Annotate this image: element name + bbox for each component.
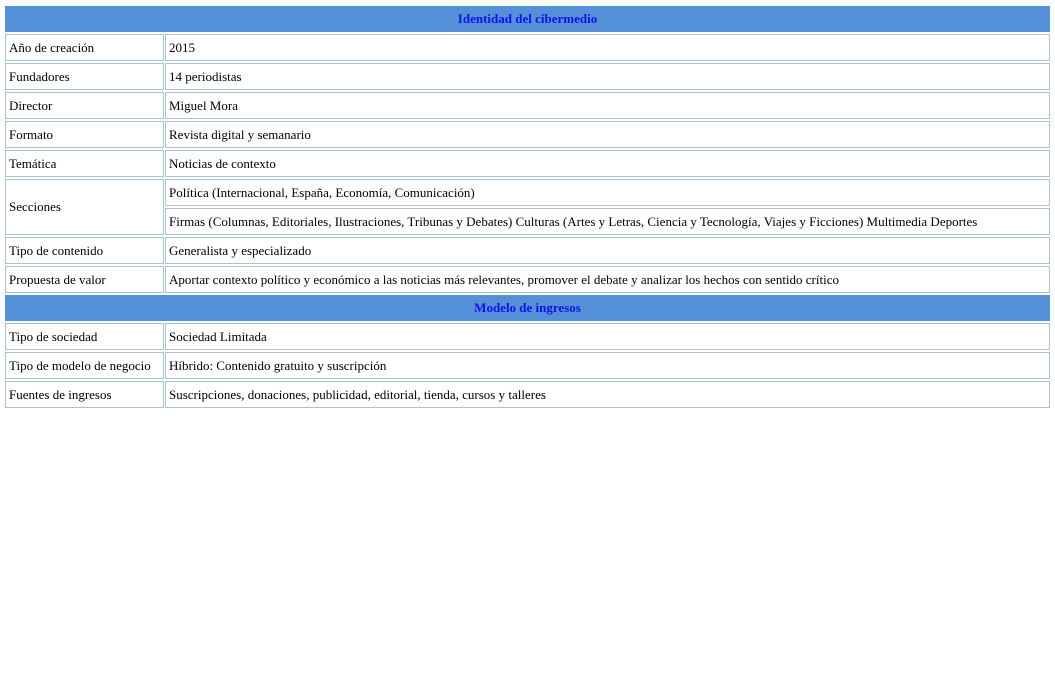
table-row: [5, 381, 1050, 408]
row-label: Tipo de sociedad: [5, 323, 164, 350]
row-label: Secciones: [5, 179, 164, 235]
section-header-revenue: [5, 295, 1050, 321]
row-value: Noticias de contexto: [165, 150, 1050, 177]
row-value: 14 periodistas: [165, 63, 1050, 90]
table-row: [5, 352, 1050, 379]
table-row: [5, 150, 1050, 177]
row-label: Formato: [5, 121, 164, 148]
section-title: Modelo de ingresos: [5, 295, 1050, 321]
secciones-line: Firmas (Columnas, Editoriales, Ilustraciones, Tribunas y Debates) Culturas (Artes y Letras, Ciencia y Tecnología, Viajes y Ficciones) Multimedia Deportes: [165, 208, 1050, 235]
row-label: Propuesta de valor: [5, 266, 164, 293]
section-title: Identidad del cibermedio: [5, 6, 1050, 32]
row-label: Tipo de modelo de negocio: [5, 352, 164, 379]
table-row-secciones: [5, 179, 1050, 235]
row-value: 2015: [165, 34, 1050, 61]
row-label: Tipo de contenido: [5, 237, 164, 264]
row-label: Director: [5, 92, 164, 119]
row-value: Aportar contexto político y económico a las noticias más relevantes, promover el debate y analizar los hechos con sentido crítico: [165, 266, 1050, 293]
table-row: [5, 92, 1050, 119]
row-label: Temática: [5, 150, 164, 177]
secciones-line: Política (Internacional, España, Economía, Comunicación): [165, 179, 1050, 206]
row-value: Revista digital y semanario: [165, 121, 1050, 148]
table-row: [5, 266, 1050, 293]
table-row: [5, 34, 1050, 61]
section-header-identity: [5, 6, 1050, 32]
row-label: Fundadores: [5, 63, 164, 90]
row-label: Año de creación: [5, 34, 164, 61]
row-value: Generalista y especializado: [165, 237, 1050, 264]
row-value: Híbrido: Contenido gratuito y suscripción: [165, 352, 1050, 379]
table-row: [5, 121, 1050, 148]
table-row: [5, 63, 1050, 90]
media-profile-table: [4, 4, 1051, 410]
row-value: Suscripciones, donaciones, publicidad, editorial, tienda, cursos y talleres: [165, 381, 1050, 408]
row-value: Miguel Mora: [165, 92, 1050, 119]
table-row: [5, 323, 1050, 350]
row-label: Fuentes de ingresos: [5, 381, 164, 408]
table-row: [5, 237, 1050, 264]
row-value: Sociedad Limitada: [165, 323, 1050, 350]
secciones-value: [165, 179, 1050, 235]
